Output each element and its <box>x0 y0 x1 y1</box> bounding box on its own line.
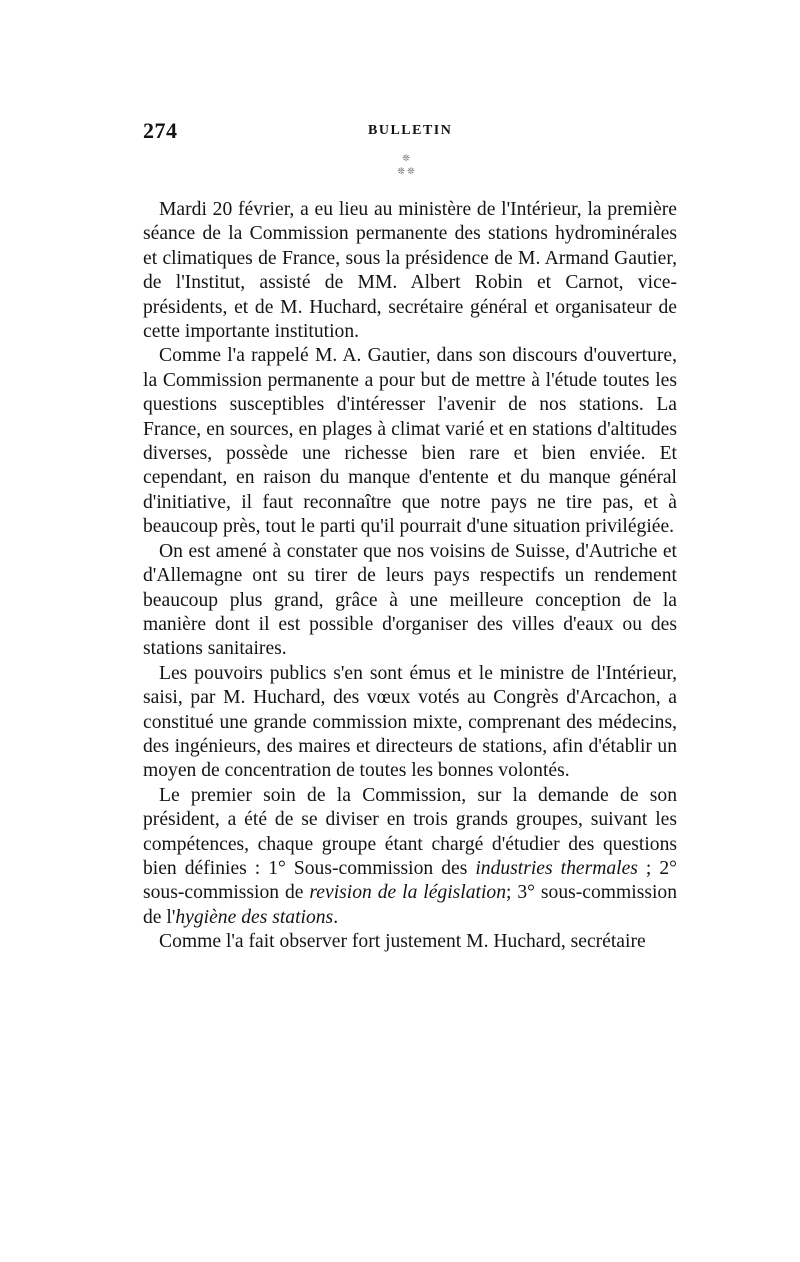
paragraph-2: Comme l'a rappelé M. A. Gautier, dans son discours d'ouverture, la Commission permanente a pour but de mettre à l'étude toutes les questions susceptibles d'intéresser l'avenir de nos stations. La France, en sources, en plages à climat varié et en stations d'altitudes diverses, possède une richesse bien rare et bien enviée. Et cependant, en raison du manque d'entente et du manque général d'initiative, il faut reconnaître que notre pays ne tire pas, et à beaucoup près, tout le parti qu'il pourrait d'une situation privilégiée. <box>143 345 677 538</box>
page-header <box>143 118 673 148</box>
paragraph-6: Comme l'a fait observer fort justement M. Huchard, secrétaire <box>159 931 646 953</box>
paragraph-5-part-2: ; 2° sous-commission de <box>143 857 677 904</box>
paragraph-1: Mardi 20 février, a eu lieu au ministère de l'Intérieur, la première séance de la Commission permanente des stations hydrominérales et climatiques de France, sous la présidence de M. Armand Gautier, de l'Institut, assisté de MM. Albert Robin et Carnot, vice-présidents, et de M. Huchard, secrétaire général et organisateur de cette importante institution. <box>143 199 677 343</box>
page-number: 274 <box>143 118 178 143</box>
article-body <box>143 198 677 955</box>
paragraph-5 <box>143 784 677 930</box>
paragraph-5-part-3: ; 3° sous-commission de l' <box>143 882 677 928</box>
paragraph-5-part-4: . <box>333 906 339 928</box>
ornament-bottom: ❊ ❊ <box>397 166 415 176</box>
ornament-top: ❊ <box>402 153 410 163</box>
paragraph-4: Les pouvoirs publics s'en sont émus et le ministre de l'Intérieur, saisi, par M. Huchard, des vœux votés au Congrès d'Arcachon, a constitué une grande commission mixte, comprenant des médecins, des ingénieurs, des maires et directeurs de stations, afin d'établir un moyen de concentration de toutes les bonnes volontés. <box>143 662 677 782</box>
paragraph-5-italic-1: industries thermales <box>475 857 638 879</box>
paragraph-5-part-1: Le premier soin de la Commission, sur la demande de son président, a été de se diviser en trois grands groupes, suivant les compétences, chaque groupe étant chargé d'étudier des questions bien définies : 1° Sous-commission des <box>143 784 677 879</box>
running-head: BULLETIN <box>368 123 453 138</box>
paragraph-3: On est amené à constater que nos voisins de Suisse, d'Autriche et d'Allemagne ont su tirer de leurs pays respectifs un rendement beaucoup plus grand, grâce à une meilleure conception de la manière dont il est possible d'organiser des villes d'eaux ou des stations sanitaires. <box>143 540 677 660</box>
paragraph-5-italic-3: hygiène des stations <box>175 906 334 928</box>
paragraph-5-italic-2: revision de la législation <box>309 882 507 904</box>
asterism-ornament-icon <box>376 152 436 192</box>
